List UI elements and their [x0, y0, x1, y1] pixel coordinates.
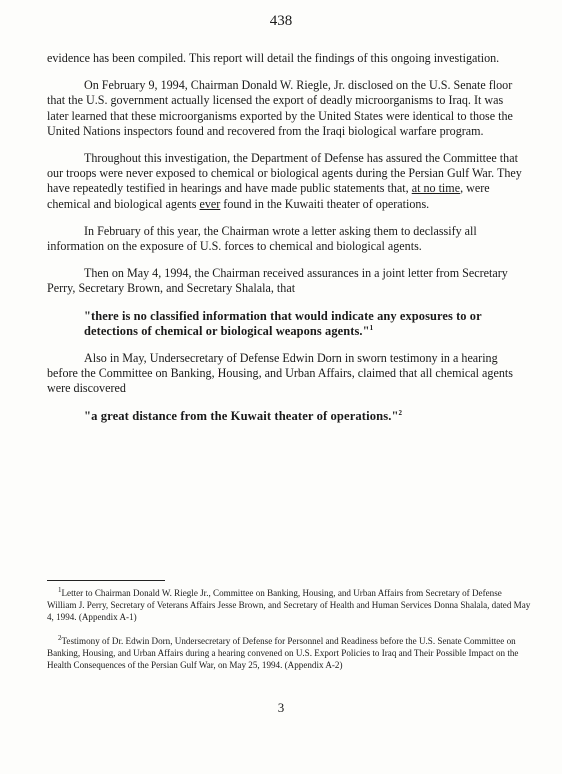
- bottom-page-number: 3: [277, 700, 285, 715]
- footnote: [47, 635, 533, 672]
- footnote-text: Testimony of Dr. Edwin Dorn, Undersecretary of Defense for Personnel and Readiness before the U.S. Senate Committee on Banking, Housing, and Urban Affairs during a hearing convened on U.S. Export Policies to Iraq and Their Possible Impact on the Health Consequences of the Persian Gulf War, on May 25, 1994. (Appendix A-2): [47, 635, 519, 671]
- quote-text: "there is no classified information that would indicate any exposures to or detections of chemical or biological weapons agents.": [84, 308, 482, 338]
- footnote-number: 1: [58, 585, 62, 594]
- footnote-ref: 2: [398, 408, 403, 417]
- block-quote-secretaries: [84, 309, 527, 339]
- paragraph-joint-letter: Then on May 4, 1994, the Chairman received assurances in a joint letter from Secretary Perry, Secretary Brown, and Secretary Shalala, that: [47, 266, 508, 296]
- quote-text: "a great distance from the Kuwait theater of operations.": [84, 408, 399, 423]
- footnote-divider: [47, 580, 165, 581]
- paragraph-riegle-disclosure: On February 9, 1994, Chairman Donald W. Riegle, Jr. disclosed on the U.S. Senate floor that the U.S. government actually licensed the export of deadly microorganisms to Iraq. It was later learned that these microorganisms exported by the United States were identical to those the United Nations inspectors found and recovered from the Iraqi biological warfare program.: [47, 78, 513, 138]
- top-page-number: 438: [269, 13, 293, 29]
- footnote-number: 2: [58, 633, 62, 642]
- paragraph-declassify-request: In February of this year, the Chairman wrote a letter asking them to declassify all information on the exposure of U.S. forces to chemical and biological agents.: [47, 223, 477, 254]
- footnote-text: Letter to Chairman Donald W. Riegle Jr., Committee on Banking, Housing, and Urban Affairs from Secretary of Defense William J. Perry, Secretary of Veterans Affairs Jesse Brown, and Secretary of Health and Human Services Donna Shalala, dated May 4, 1994. (Appendix A-1): [47, 588, 531, 623]
- footnotes: [47, 587, 533, 682]
- report-body: [47, 51, 527, 436]
- underlined-word: ever: [199, 196, 221, 211]
- paragraph-dod-assurances: [47, 151, 527, 212]
- text-segment: , were chemical and biological agents: [47, 181, 490, 211]
- footnote-ref: 1: [369, 323, 374, 332]
- block-quote-dorn: [84, 409, 527, 424]
- footnote: [47, 587, 533, 624]
- text-segment: found in the Kuwaiti theater of operations.: [220, 196, 430, 211]
- text-segment: Throughout this investigation, the Department of Defense has assured the Committee that our troops were never exposed to chemical or biological agents during the Persian Gulf War. They have repeatedly testified in hearings and have made public statements that,: [47, 151, 522, 196]
- paragraph-dorn-testimony: Also in May, Undersecretary of Defense Edwin Dorn in sworn testimony in a hearing before the Committee on Banking, Housing, and Urban Affairs, claimed that all chemical agents were discovered: [47, 351, 513, 396]
- underlined-phrase: at no time: [411, 181, 461, 196]
- paragraph-continuation: evidence has been compiled. This report will detail the findings of this ongoing investigation.: [47, 51, 500, 65]
